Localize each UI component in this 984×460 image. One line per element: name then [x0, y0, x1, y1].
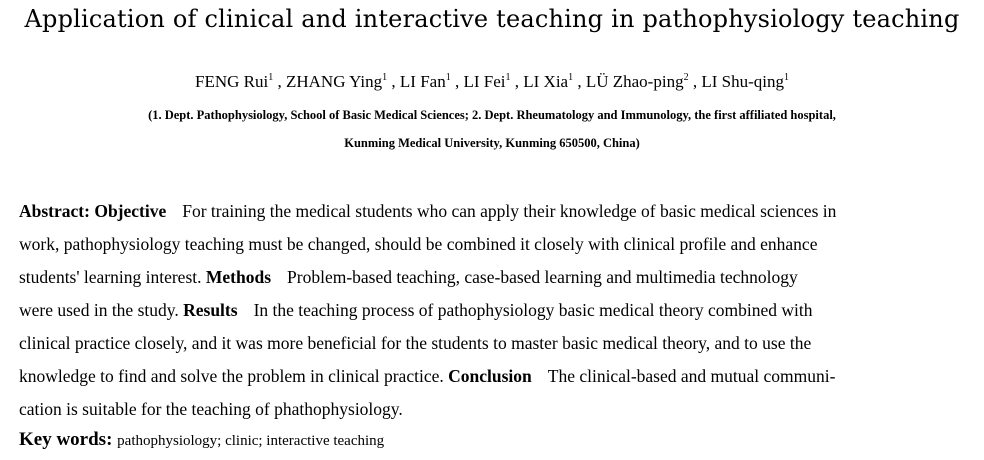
- abstract-block: [19, 195, 984, 426]
- abstract-text: were used in the study.: [19, 300, 184, 320]
- abstract-text: cation is suitable for the teaching of phathophysiology.: [19, 399, 403, 419]
- author-name: LI Fei: [463, 72, 506, 91]
- author-affiliation-mark: 1: [382, 72, 388, 83]
- abstract-line: [19, 327, 984, 360]
- abstract-text: work, pathophysiology teaching must be changed, should be combined it closely with clinical profile and enhance: [19, 234, 818, 254]
- keywords: [19, 426, 384, 455]
- author-separator: ,: [450, 72, 464, 91]
- author-name: LI Xia: [523, 72, 569, 91]
- author-separator: ,: [573, 72, 586, 91]
- author-name: LÜ Zhao-ping: [585, 72, 684, 91]
- keywords-label: Key words: [19, 429, 107, 450]
- abstract-text: The clinical-based and mutual communi-: [547, 366, 836, 386]
- author-separator: ,: [688, 72, 702, 91]
- author-affiliation-mark: 1: [268, 72, 274, 83]
- author-affiliation-mark: 1: [783, 72, 789, 83]
- author-affiliation-mark: 2: [683, 72, 689, 83]
- keywords-text: pathophysiology; clinic; interactive teaching: [117, 433, 385, 449]
- abstract-text: students' learning interest.: [19, 267, 206, 287]
- abstract-text: Problem-based teaching, case-based learning and multimedia technology: [287, 267, 798, 287]
- abstract-heading: Methods: [205, 267, 272, 287]
- author-affiliation-mark: 1: [505, 72, 511, 83]
- affiliation-line-1: (1. Dept. Pathophysiology, School of Basic Medical Sciences; 2. Dept. Rheumatology and Immunology, the first affiliated hospital,: [148, 108, 836, 122]
- author-separator: ,: [387, 72, 400, 91]
- author-list: [0, 71, 984, 93]
- author-separator: ,: [273, 72, 286, 91]
- abstract-line: [19, 195, 984, 228]
- abstract-heading: Abstract: [19, 201, 85, 221]
- author-name: ZHANG Ying: [285, 72, 383, 91]
- abstract-heading: :: [84, 201, 95, 221]
- author-affiliation-mark: 1: [445, 72, 451, 83]
- abstract-line: [19, 393, 984, 426]
- author-separator: ,: [510, 72, 524, 91]
- author-name: FENG Rui: [195, 72, 269, 91]
- keywords-colon: :: [106, 429, 118, 450]
- author-name: LI Shu-qing: [701, 72, 784, 91]
- affiliation-line-2: Kunming Medical University, Kunming 650500, China): [344, 136, 640, 150]
- paper-title: Application of clinical and interactive teaching in pathophysiology teaching: [24, 5, 960, 33]
- abstract-heading: Results: [183, 300, 238, 320]
- abstract-heading: Conclusion: [448, 366, 532, 386]
- abstract-line: [19, 294, 984, 327]
- abstract-line: [19, 360, 984, 393]
- abstract-line: [19, 261, 984, 294]
- author-affiliation-mark: 1: [568, 72, 574, 83]
- abstract-text: clinical practice closely, and it was more beneficial for the students to master basic medical theory, and to use the: [19, 333, 812, 353]
- abstract-line: [19, 228, 984, 261]
- abstract-heading: Objective: [94, 201, 167, 221]
- abstract-text: In the teaching process of pathophysiology basic medical theory combined with: [253, 300, 813, 320]
- abstract-text: knowledge to find and solve the problem in clinical practice.: [19, 366, 449, 386]
- author-name: LI Fan: [399, 72, 446, 91]
- abstract-text: For training the medical students who can apply their knowledge of basic medical sciences in: [182, 201, 837, 221]
